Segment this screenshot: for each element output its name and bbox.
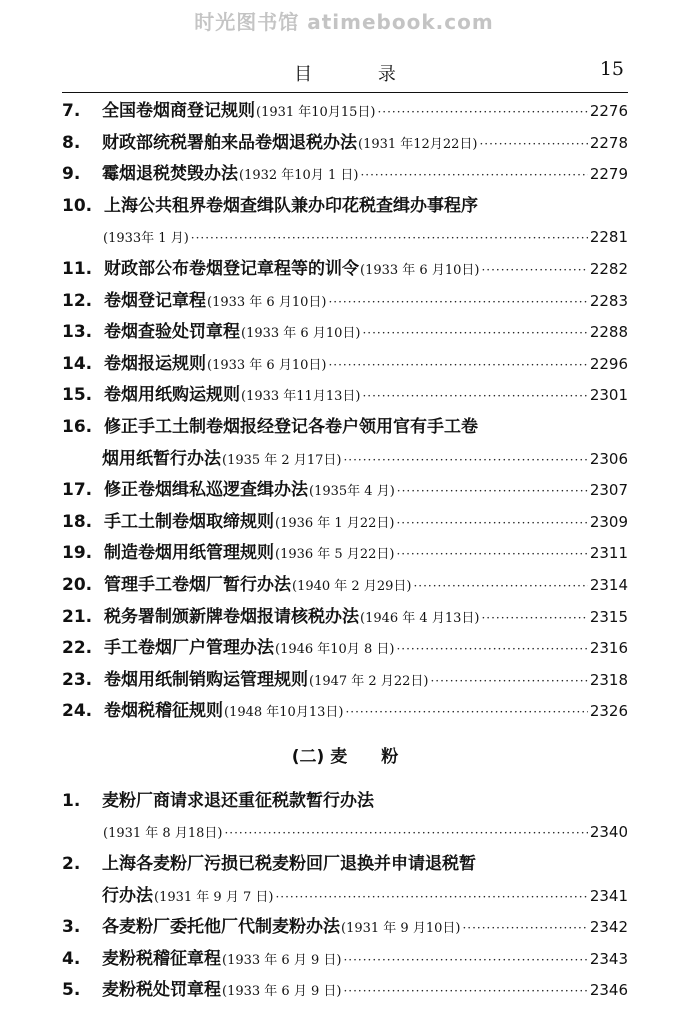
toc-entry-line [62,349,628,381]
toc-entry[interactable] [62,96,628,128]
entry-number: 17. [62,480,93,501]
toc-entry-line [62,380,628,412]
entry-date: (1933 年 6 月10日) [241,326,361,342]
toc-entry-line [62,817,628,849]
toc-entry-line [62,475,628,507]
toc-entry-line [62,159,628,191]
entry-page-number: 2281 [589,228,628,247]
toc-entry[interactable] [62,665,628,697]
entry-title: 烟用纸暂行办法 [102,448,221,469]
toc-entry[interactable] [62,602,628,634]
entry-title: 上海公共租界卷烟查缉队兼办印花税查缉办事程序 [104,195,478,216]
entry-number: 7. [62,101,81,121]
entry-date: (1932 年10月 1 日) [239,168,359,184]
toc-entry-line [62,633,628,665]
entry-page-number: 2283 [589,291,628,310]
entry-date: (1933 年 6 月10日) [207,357,327,373]
toc-entry[interactable] [62,349,628,381]
dot-leader [462,913,587,945]
dot-leader [275,882,587,914]
entry-number: 22. [62,638,93,659]
toc-entry-line [62,944,628,976]
entry-title: 卷烟查验处罚章程 [104,322,240,343]
entry-number: 18. [62,511,93,532]
toc-entry[interactable] [62,191,628,254]
entry-title: 卷烟税稽征规则 [104,701,223,722]
entry-page-number: 2307 [589,481,628,500]
section-tobacco-entries [62,96,628,728]
toc-entry-line [62,570,628,602]
entry-page-number: 2279 [589,165,628,184]
toc-entry[interactable] [62,286,628,318]
toc-entry[interactable] [62,317,628,349]
entry-page-number: 2342 [589,918,628,937]
dot-leader [345,697,587,729]
entry-number: 13. [62,322,93,343]
entry-title: 税务署制颁新牌卷烟报请核税办法 [104,606,359,627]
watermark: 时光图书馆 atimebook.com [194,10,494,34]
toc-entry-line [62,191,628,223]
toc-entry[interactable] [62,538,628,570]
entry-title: 手工卷烟厂户管理办法 [104,638,274,659]
dot-leader [396,634,587,666]
entry-date: (1931 年 9 月 7 日) [154,889,274,905]
entry-date: (1946 年 4 月13日) [360,610,480,626]
dot-leader [396,539,587,571]
toc-entry-line [62,786,628,818]
toc-entry[interactable] [62,570,628,602]
entry-title: 霉烟退税焚毁办法 [102,164,238,185]
entry-page-number: 2276 [589,102,628,120]
entry-page-number: 2314 [589,575,628,594]
entry-page-number: 2306 [589,449,628,468]
entry-page-number: 2278 [589,133,628,152]
entry-number: 1. [62,790,81,811]
toc-entry-line [62,444,628,476]
entry-page-number: 2326 [589,702,628,721]
toc-entry[interactable] [62,944,628,976]
toc-entry-line [62,412,628,444]
dot-leader [328,350,587,382]
entry-page-number: 2311 [589,544,628,563]
entry-page-number: 2318 [589,670,628,689]
section-heading-word: 麦 [330,746,348,767]
toc-entry-line [62,222,628,254]
entry-number: 14. [62,353,93,374]
section-flour-entries [62,786,628,1007]
entry-number: 10. [62,195,93,216]
entry-number: 2. [62,854,81,875]
entry-title: 卷烟报运规则 [104,353,206,374]
entry-number: 4. [62,948,81,969]
dot-leader [430,666,587,698]
entry-date: (1933年 1 月) [103,231,189,247]
toc-entry[interactable] [62,786,628,849]
entry-title: 手工土制卷烟取缔规则 [104,511,274,532]
entry-page-number: 2288 [589,323,628,342]
toc-entry-line [62,254,628,286]
entry-title: 上海各麦粉厂污损已税麦粉回厂退换并申请退税暂 [102,854,476,875]
entry-number: 24. [62,701,93,722]
entry-date: (1931 年 8 月18日) [103,826,223,842]
entry-date: (1940 年 2 月29日) [292,578,412,594]
entry-date: (1947 年 2 月22日) [309,673,429,689]
entry-date: (1948 年10月13日) [224,705,344,721]
entry-number: 8. [62,132,81,153]
entry-page-number: 2296 [589,354,628,373]
entry-page-number: 2340 [589,823,628,842]
dot-leader [360,160,587,192]
toc-entry[interactable] [62,380,628,412]
entry-date: (1933 年 6 月10日) [207,294,327,310]
entry-number: 3. [62,917,81,938]
entry-title: 制造卷烟用纸管理规则 [104,543,274,564]
toc-entry-line [62,286,628,318]
toc-entry-line [62,849,628,881]
entry-title: 卷烟用纸制销购运管理规则 [104,669,308,690]
entry-title: 卷烟用纸购运规则 [104,385,240,406]
entry-date: (1935 年 2 月17日) [222,452,342,468]
entry-number: 12. [62,290,93,311]
toc-entry-line [62,696,628,728]
toc-entry-line [62,665,628,697]
entry-number: 5. [62,980,81,1001]
entry-title: 管理手工卷烟厂暂行办法 [104,574,291,595]
dot-leader [224,818,587,850]
entry-title: 卷烟登记章程 [104,290,206,311]
dot-leader [481,603,587,635]
toc-entry[interactable] [62,412,628,475]
entry-page-number: 2315 [589,607,628,626]
entry-number: 21. [62,606,93,627]
entry-date: (1935年 4 月) [309,484,395,500]
entry-date: (1931 年12月22日) [358,136,478,152]
entry-title: 全国卷烟商登记规则 [102,101,255,121]
page-title: 目 录 [294,64,426,85]
entry-page-number: 2301 [589,386,628,405]
entry-title: 修正手工土制卷烟报经登记各卷户领用官有手工卷 [104,416,478,437]
dot-leader [479,129,587,161]
toc-entry[interactable] [62,507,628,539]
dot-leader [377,97,587,129]
page-number: 15 [599,58,624,80]
entry-title: 麦粉税稽征章程 [102,948,221,969]
toc-entry[interactable] [62,475,628,507]
toc-entry[interactable] [62,696,628,728]
entry-page-number: 2346 [589,981,628,1000]
dot-leader [362,381,587,413]
entry-page-number: 2282 [589,259,628,278]
entry-title: 各麦粉厂委托他厂代制麦粉办法 [102,917,340,938]
entry-number: 16. [62,416,93,437]
toc-entry-line [62,507,628,539]
toc-entry-line [62,317,628,349]
entry-title: 修正卷烟缉私巡逻查缉办法 [104,480,308,501]
entry-date: (1933 年 6 月10日) [360,262,480,278]
entry-title: 财政部公布卷烟登记章程等的训令 [104,258,359,279]
entry-number: 19. [62,543,93,564]
entry-number: 11. [62,258,93,279]
dot-leader [191,223,588,255]
entry-date: (1931 年 9 月10日) [341,921,461,937]
entry-date: (1933 年 6 月 9 日) [222,984,342,1000]
toc-entry[interactable] [62,159,628,191]
entry-date: (1936 年 5 月22日) [275,547,395,563]
dot-leader [362,318,587,350]
dot-leader [413,571,587,603]
entry-number: 9. [62,164,81,185]
section-heading-word: 粉 [381,746,399,767]
page-header [62,58,628,93]
toc-entry-line [62,128,628,160]
entry-page-number: 2341 [589,886,628,905]
entry-page-number: 2316 [589,639,628,658]
entry-page-number: 2343 [589,949,628,968]
entry-page-number: 2309 [589,512,628,531]
entry-number: 20. [62,574,93,595]
entry-number: 23. [62,669,93,690]
toc-entry-line [62,538,628,570]
toc-entry-line [62,912,628,944]
dot-leader [343,945,587,977]
section-heading-flour [62,728,628,786]
toc-entry[interactable] [62,254,628,286]
toc-entry-line [62,96,628,128]
toc-entry[interactable] [62,633,628,665]
dot-leader [481,255,587,287]
toc-entry[interactable] [62,849,628,912]
toc-entry-line [62,602,628,634]
dot-leader [343,445,587,477]
entry-date: (1936 年 1 月22日) [275,515,395,531]
entry-title: 麦粉厂商请求退还重征税款暂行办法 [102,790,374,811]
section-heading-prefix: (二) [291,746,325,767]
dot-leader [343,976,587,1008]
entry-title: 麦粉税处罚章程 [102,980,221,1001]
entry-date: (1946 年10月 8 日) [275,642,395,658]
dot-leader [396,508,587,540]
toc-entry[interactable] [62,975,628,1007]
entry-date: (1931 年10月15日) [256,105,376,120]
toc-entry-line [62,975,628,1007]
toc-entry[interactable] [62,912,628,944]
table-of-contents [62,96,628,1007]
entry-date: (1933 年11月13日) [241,389,361,405]
toc-entry-line [62,881,628,913]
entry-number: 15. [62,385,93,406]
entry-date: (1933 年 6 月 9 日) [222,952,342,968]
dot-leader [397,476,588,508]
toc-entry[interactable] [62,128,628,160]
dot-leader [328,287,587,319]
entry-title: 行办法 [102,885,153,906]
entry-title: 财政部统税署舶来品卷烟退税办法 [102,132,357,153]
